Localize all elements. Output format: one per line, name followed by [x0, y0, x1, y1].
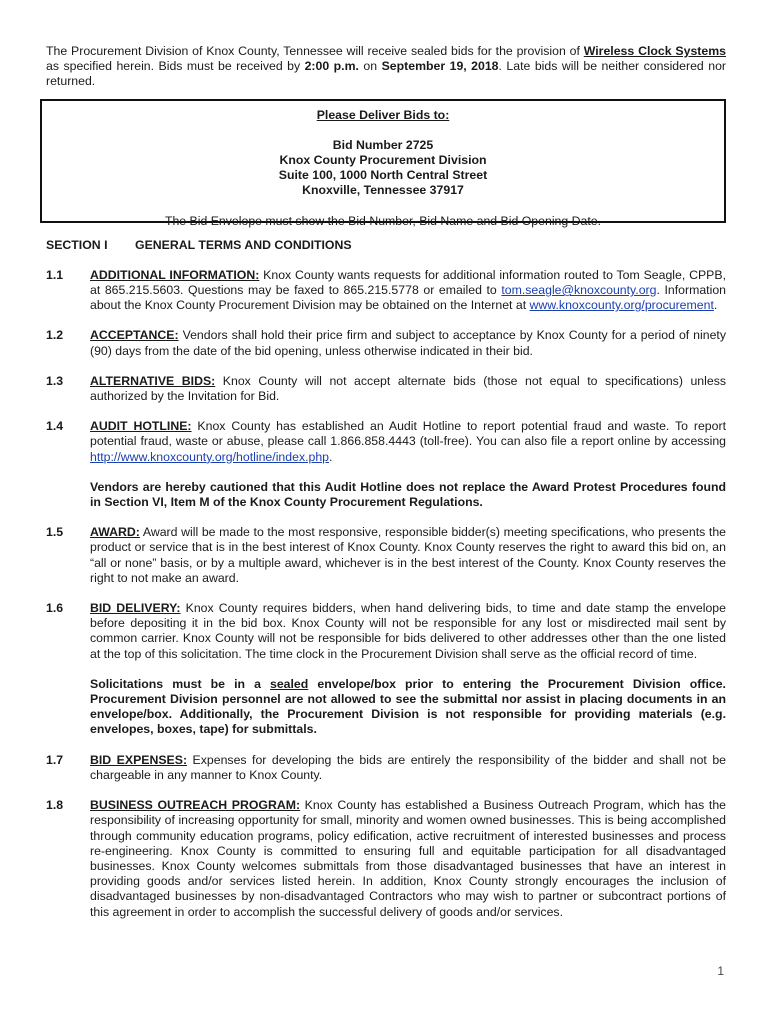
clause-1-3 — [46, 374, 726, 404]
email-link[interactable]: tom.seagle@knoxcounty.org — [501, 283, 657, 298]
delivery-box — [40, 99, 726, 228]
clause-number: 1.5 — [46, 525, 64, 540]
notice-emphasis: sealed — [270, 676, 309, 691]
clause-text: Knox County has established a Business Outreach Program, which has the responsibility of increasing opportunity for small, minority and women owned businesses. This is being accomplished through community education programs, policy edification, active recruitment of interested businesses and process re-engineering. Knox County is committed to ensuring full and equitable participation for all disadvantaged businesses. Knox County welcomes submittals from those disadvantaged businesses that have an interest in providing goods and/or services listed herein. In addition, Knox County strongly encourages the inclusion of disadvantaged businesses by non-disadvantaged Contractors who may wish to partner or subcontract portions of this agreement in order to accomplish the successful delivery of goods and/or services. — [90, 798, 726, 919]
clause-text: Expenses for developing the bids are entirely the responsibility of the bidder and shall not be chargeable in any manner to Knox County. — [90, 752, 727, 782]
intro-text: as specified herein. Bids must be received by — [46, 59, 305, 74]
clause-body — [90, 798, 726, 920]
clause-body — [90, 419, 726, 510]
procurement-link[interactable]: www.knoxcounty.org/procurement — [529, 298, 714, 313]
clause-body — [90, 268, 726, 314]
clause-body — [90, 753, 726, 783]
notice-text: envelope/box prior to entering the Procurement Division office. Procurement Division personnel are not allowed to see the submittal nor assist in placing documents in an envelope/box. Additionally, the Procurement Division is not responsible for providing materials (e.g. envelopes, boxes, tape) for submittals. — [90, 676, 726, 737]
deadline-date: September 19, 2018 — [381, 59, 499, 74]
section-heading — [46, 238, 726, 253]
address-line: Knox County Procurement Division — [279, 153, 487, 168]
clause-text: Knox County has established an Audit Hotline to report potential fraud and waste. To report potential fraud, waste or abuse, please call 1.866.858.4443 (toll-free). You can also file a report online by accessing — [90, 419, 726, 449]
clause-text: Knox County requires bidders, when hand delivering bids, to time and date stamp the envelope before depositing it in the bid box. Knox County will not be responsible for any lost or misdirected mail sent by common carrier. Knox County will not be responsible for bids delivered to other addresses other than the one listed at the top of this solicitation. The time clock in the Procurement Division shall serve as the official record of time. — [90, 601, 726, 661]
clause-number: 1.1 — [46, 267, 64, 282]
bid-item-name: Wireless Clock Systems — [583, 44, 726, 58]
clause-number: 1.3 — [46, 373, 64, 388]
intro-text: . Late bids will be neither considered nor returned. — [46, 59, 727, 89]
address-line: Suite 100, 1000 North Central Street — [278, 168, 488, 183]
clause-1-7 — [46, 753, 726, 783]
clause-1-8 — [46, 798, 726, 920]
clause-text: . — [713, 298, 718, 313]
clause-heading: ALTERNATIVE BIDS: — [90, 373, 216, 388]
clause-heading: ADDITIONAL INFORMATION: — [90, 267, 260, 282]
delivery-address — [50, 138, 716, 199]
clause-1-1 — [46, 268, 726, 314]
deadline-time: 2:00 p.m. — [304, 59, 359, 74]
submission-notice — [90, 677, 726, 738]
clause-heading: BID DELIVERY: — [90, 601, 181, 616]
intro-text: The Procurement Division of Knox County, Tennessee will receive sealed bids for the provision of — [46, 44, 584, 58]
envelope-note: The Bid Envelope must show the Bid Number, Bid Name and Bid Opening Date. — [164, 213, 602, 228]
clause-text: . — [329, 449, 333, 464]
clause-number: 1.8 — [46, 798, 64, 813]
clause-heading: AUDIT HOTLINE: — [90, 419, 192, 434]
clause-body — [90, 525, 726, 586]
clause-body — [90, 601, 726, 738]
address-line: Knoxville, Tennessee 37917 — [302, 183, 464, 198]
page-number: 1 — [717, 964, 724, 978]
clause-heading: BUSINESS OUTREACH PROGRAM: — [90, 798, 301, 813]
clause-text: Vendors shall hold their price firm and subject to acceptance by Knox County for a period of ninety (90) days from the date of the bid opening, unless otherwise indicated in their bid. — [90, 328, 726, 358]
clause-text: . Information about the Knox County Procurement Division may be obtained on the Internet at — [90, 283, 726, 313]
clause-text: Award will be made to the most responsive, responsible bidder(s) meeting specifications, who presents the product or service that is in the best interest of Knox County. Knox County reserves the right to award this bid on, an “all or none” basis, or by a multiple award, whichever is in the best interest of the County. Knox County reserves the right to not make an award. — [90, 525, 726, 585]
clause-body — [90, 328, 726, 358]
clause-heading: AWARD: — [90, 525, 140, 540]
bid-number: Bid Number 2725 — [332, 137, 434, 152]
intro-text: on — [358, 59, 382, 74]
clause-text: Knox County will not accept alternate bids (those not equal to specifications) unless authorized by the Invitation for Bid. — [90, 373, 726, 404]
delivery-box-title: Please Deliver Bids to: — [316, 107, 450, 122]
hotline-caution: Vendors are hereby cautioned that this Audit Hotline does not replace the Award Protest Procedures found in Section VI, Item M of the Knox County Procurement Regulations. — [90, 479, 726, 510]
clause-body — [90, 374, 726, 404]
clause-number: 1.6 — [46, 601, 64, 616]
clause-1-4 — [46, 419, 726, 510]
intro-paragraph — [46, 44, 726, 90]
notice-text: Solicitations must be in a — [90, 676, 270, 691]
clause-number: 1.7 — [46, 752, 64, 767]
clause-heading: ACCEPTANCE: — [90, 328, 179, 343]
clause-1-5 — [46, 525, 726, 586]
clause-heading: BID EXPENSES: — [90, 752, 188, 767]
document-page — [46, 44, 726, 920]
clause-number: 1.2 — [46, 328, 64, 343]
hotline-link[interactable]: http://www.knoxcounty.org/hotline/index.php — [90, 449, 330, 464]
clause-1-6 — [46, 601, 726, 738]
section-number: SECTION I — [46, 237, 108, 252]
clause-1-2 — [46, 328, 726, 358]
clause-text: Knox County wants requests for additional information routed to Tom Seagle, CPPB, at 865.215.5603. Questions may be faxed to 865.215.5778 or emailed to — [90, 267, 727, 298]
clause-number: 1.4 — [46, 419, 64, 434]
section-title: GENERAL TERMS AND CONDITIONS — [135, 237, 352, 252]
